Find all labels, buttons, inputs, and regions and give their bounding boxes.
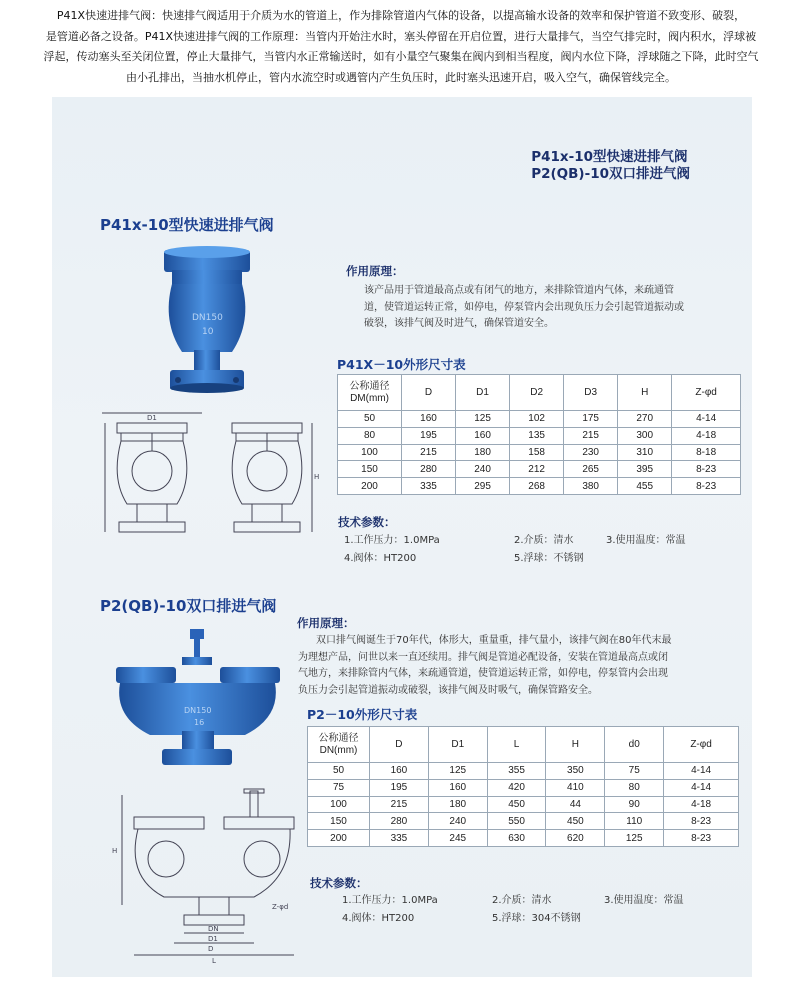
table-cell: 420 (487, 779, 546, 796)
table-header: D2 (510, 375, 564, 411)
table-cell: 550 (487, 813, 546, 830)
table-cell: 395 (618, 461, 672, 478)
principle-line: 破裂，该排气阀及时进气，确保管道安全。 (364, 318, 554, 329)
table-header: d0 (605, 727, 664, 763)
table-cell: 100 (338, 444, 402, 461)
table-header: D1 (456, 375, 510, 411)
section2-principle-label: 作用原理： (297, 616, 355, 630)
param-item: 1.工作压力：1.0MPa (342, 895, 438, 906)
catalog-panel (52, 97, 752, 977)
table-row (338, 478, 741, 495)
table-row (338, 461, 741, 478)
section2-title: P2(QB)-10双口排进气阀 (100, 597, 277, 615)
table-header: D3 (564, 375, 618, 411)
p41-marking-2: 10 (202, 327, 214, 337)
p41-valve-image (142, 242, 272, 422)
table-cell: 455 (618, 478, 672, 495)
table-header (338, 375, 402, 411)
table-cell: 75 (605, 763, 664, 780)
table-cell: 4-14 (664, 763, 739, 780)
section1-principle-label: 作用原理： (346, 264, 404, 278)
table-cell: 44 (546, 796, 605, 813)
table-cell: 450 (487, 796, 546, 813)
table-cell: 90 (605, 796, 664, 813)
table-header: H (618, 375, 672, 411)
principle-line: 负压力会引起管道振动或破裂，该排气阀及时吸气，确保管路安全。 (298, 684, 598, 696)
section2-params-label: 技术参数： (310, 876, 368, 890)
table-header: Z-φd (664, 727, 739, 763)
intro-line: 由小孔排出，当抽水机停止，管内水流空时或遇管内产生负压时，此时塞头迅速开启，吸入空气，确保管线完全。 (126, 70, 676, 84)
table-row (308, 796, 739, 813)
principle-line: 道，使管道运转正常，如停电，停泵管内会出现负压力会引起管道振动或 (364, 301, 684, 313)
p2-marking: DN150 (184, 706, 212, 715)
table-cell: 450 (546, 813, 605, 830)
principle-line: 气地方，来排除管内气体，来疏通管道，使管道运转正常，如停电，停泵管内会出现 (298, 668, 668, 679)
table-cell: 180 (456, 444, 510, 461)
table-cell: 100 (308, 796, 370, 813)
table-cell: 50 (308, 763, 370, 780)
table-cell: 8-23 (672, 461, 741, 478)
table-row (338, 427, 741, 444)
table-cell: 180 (428, 796, 487, 813)
table-cell: 215 (402, 444, 456, 461)
table-cell: 295 (456, 478, 510, 495)
principle-line: 该产品用于管道最高点或有闭气的地方，来排除管道内气体，来疏通管 (364, 285, 674, 296)
table-cell: 110 (605, 813, 664, 830)
p41-marking: DN150 (192, 313, 223, 323)
table-cell: 50 (338, 411, 402, 428)
table-cell: 240 (428, 813, 487, 830)
param-item: 5.浮球：不锈钢 (514, 553, 584, 564)
intro-line: 浮起，传动塞头至关闭位置，停止大量排气，当管内水正常输送时，如有小量空气聚集在阀内到相当程度，阀内水位下降，浮球随之下降，此时空气 (43, 50, 759, 63)
table-cell: 80 (338, 427, 402, 444)
section2-dimension-table (307, 726, 739, 847)
param-item: 4.阀体：HT200 (342, 913, 415, 924)
section2-table-title: P2－10外形尺寸表 (307, 707, 418, 722)
p2-dim-label: H (112, 847, 118, 855)
table-cell: 212 (510, 461, 564, 478)
table-cell: 380 (564, 478, 618, 495)
table-header: L (487, 727, 546, 763)
table-header-row (308, 727, 739, 763)
p2-dim-label: L (212, 957, 216, 965)
header-text: 公称通径 DN(mm) (318, 732, 359, 756)
table-row (308, 813, 739, 830)
table-cell: 195 (402, 427, 456, 444)
p2-valve-image (110, 627, 285, 777)
table-cell: 268 (510, 478, 564, 495)
header-line-1: P41x-10型快速进排气阀 (531, 149, 688, 165)
p2-dim-label: D1 (208, 935, 218, 943)
table-cell: 8-23 (664, 830, 739, 847)
intro-line: P41X快速进排气阀：快速排气阀适用于介质为水的管道上，作为排除管道内气体的设备，以提高输水设备的效率和保护管道不致变形、破裂， (56, 9, 746, 22)
table-cell: 150 (338, 461, 402, 478)
table-header-row (338, 375, 741, 411)
table-row (308, 763, 739, 780)
table-cell: 215 (564, 427, 618, 444)
table-cell: 355 (487, 763, 546, 780)
table-header: D (402, 375, 456, 411)
param-item: 2.介质：清水 (514, 535, 574, 546)
table-header: Z-φd (672, 375, 741, 411)
catalog-header (531, 149, 690, 183)
intro-text (6, 6, 796, 88)
table-cell: 200 (308, 830, 370, 847)
param-item: 1.工作压力：1.0MPa (344, 535, 440, 546)
param-item: 5.浮球：304不锈钢 (492, 913, 581, 924)
section1-title: P41x-10型快速进排气阀 (100, 216, 274, 234)
table-cell: 175 (564, 411, 618, 428)
table-cell: 240 (456, 461, 510, 478)
section1-principle (364, 283, 724, 333)
table-cell: 4-14 (664, 779, 739, 796)
header-line-2: P2(QB)-10双口排进气阀 (531, 166, 690, 182)
table-cell: 300 (618, 427, 672, 444)
table-header: D (370, 727, 429, 763)
table-cell: 160 (428, 779, 487, 796)
table-cell: 160 (456, 427, 510, 444)
table-cell: 230 (564, 444, 618, 461)
table-cell: 8-23 (672, 478, 741, 495)
table-cell: 620 (546, 830, 605, 847)
table-cell: 135 (510, 427, 564, 444)
table-row (308, 830, 739, 847)
principle-line: 为理想产品，问世以来一直还续用。排气阀是管道必配设备，安装在管道最高点或闭 (298, 651, 668, 663)
p2-marking-2: 16 (194, 718, 205, 727)
table-cell: 8-18 (672, 444, 741, 461)
section1-dimension-table (337, 374, 741, 495)
table-cell: 75 (308, 779, 370, 796)
section2-params (342, 891, 742, 931)
table-cell: 150 (308, 813, 370, 830)
p2-drawing (104, 787, 309, 967)
table-cell: 158 (510, 444, 564, 461)
table-cell: 350 (546, 763, 605, 780)
table-cell: 280 (370, 813, 429, 830)
table-cell: 265 (564, 461, 618, 478)
table-cell: 200 (338, 478, 402, 495)
principle-line: 双口排气阀诞生于70年代，体形大，重量重，排气量小，该排气阀在80年代末最 (316, 635, 672, 646)
section2-principle (298, 633, 718, 699)
table-cell: 125 (456, 411, 510, 428)
p2-dim-label: Z-φd (272, 903, 289, 911)
table-header (308, 727, 370, 763)
p41-drawing-left (97, 409, 207, 549)
table-row (338, 444, 741, 461)
table-row (338, 411, 741, 428)
table-cell: 125 (605, 830, 664, 847)
table-cell: 102 (510, 411, 564, 428)
param-item: 3.使用温度：常温 (606, 535, 686, 546)
param-item: 3.使用温度：常温 (604, 895, 684, 906)
table-cell: 280 (402, 461, 456, 478)
intro-line: 是管道必备之设备。P41X快速进排气阀的工作原理：当管内开始注水时，塞头停留在开启位置，进行大量排气，当空气排完时，阀内积水，浮球被 (45, 29, 757, 43)
p41-drawing-right (212, 409, 322, 549)
table-cell: 195 (370, 779, 429, 796)
table-cell: 160 (370, 763, 429, 780)
table-cell: 4-18 (664, 796, 739, 813)
table-cell: 4-18 (672, 427, 741, 444)
table-cell: 335 (370, 830, 429, 847)
p41-dim-h: H (314, 473, 320, 481)
table-cell: 245 (428, 830, 487, 847)
table-row (308, 779, 739, 796)
table-cell: 410 (546, 779, 605, 796)
table-cell: 4-14 (672, 411, 741, 428)
param-item: 2.介质：清水 (492, 895, 552, 906)
table-cell: 335 (402, 478, 456, 495)
param-item: 4.阀体：HT200 (344, 553, 417, 564)
table-cell: 8-23 (664, 813, 739, 830)
section1-params (344, 531, 724, 571)
p2-dim-label: DN (208, 925, 219, 933)
table-cell: 80 (605, 779, 664, 796)
table-header: D1 (428, 727, 487, 763)
table-cell: 215 (370, 796, 429, 813)
table-cell: 310 (618, 444, 672, 461)
table-cell: 160 (402, 411, 456, 428)
p2-dim-label: D (208, 945, 214, 953)
table-cell: 630 (487, 830, 546, 847)
section1-params-label: 技术参数： (338, 515, 396, 529)
header-text: 公称通径 DM(mm) (349, 380, 390, 404)
table-cell: 270 (618, 411, 672, 428)
table-cell: 125 (428, 763, 487, 780)
table-header: H (546, 727, 605, 763)
p41-dim-label: D1 (147, 414, 157, 422)
section1-table-title: P41X－10外形尺寸表 (337, 357, 466, 372)
